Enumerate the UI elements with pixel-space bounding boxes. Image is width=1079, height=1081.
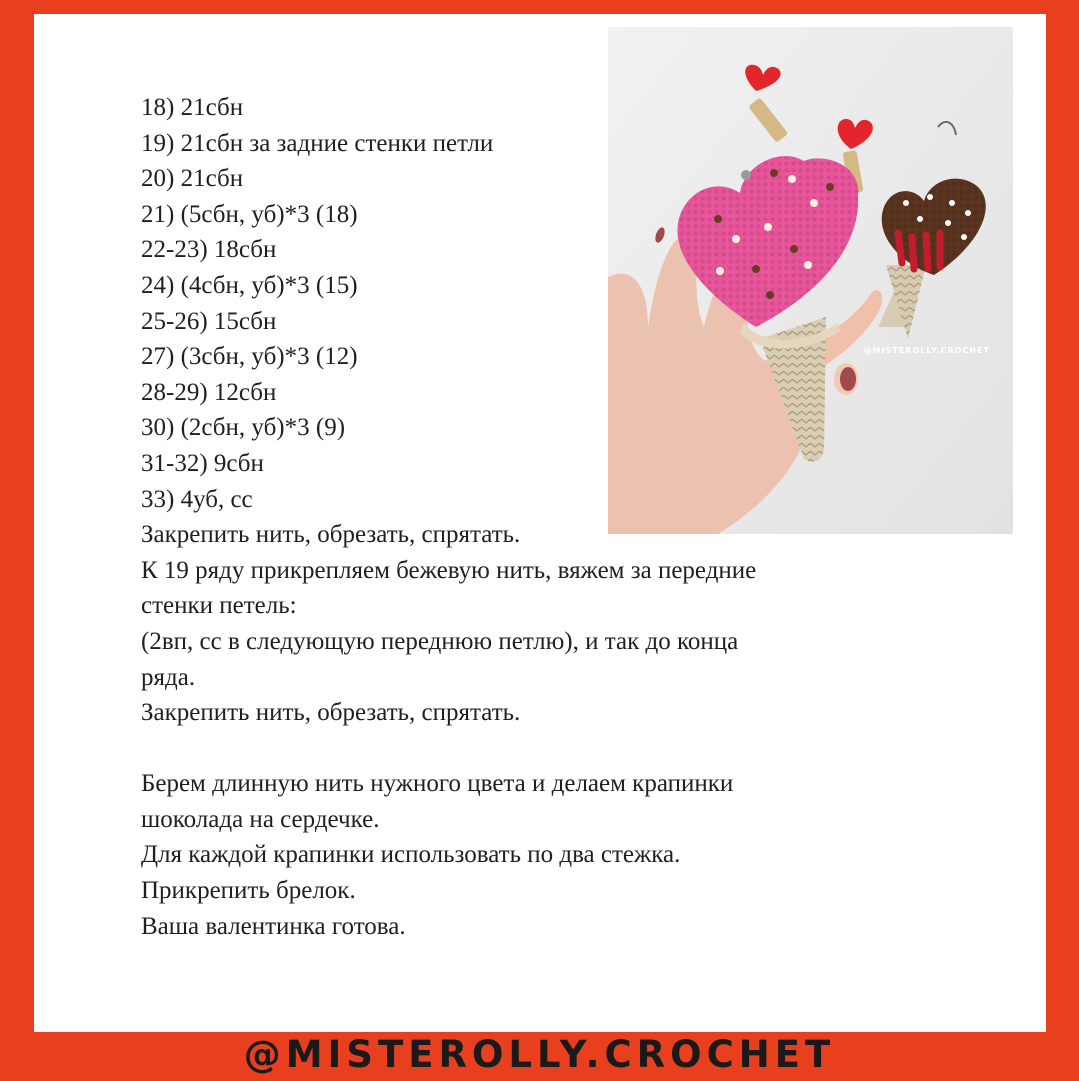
- instruction-line: Закрепить нить, обрезать, спрятать.: [141, 521, 521, 549]
- instruction-line: (2вп, сс в следующую переднюю петлю), и так до конца: [141, 627, 739, 655]
- instruction-line: 25-26) 15сбн: [141, 307, 277, 335]
- instruction-line: 19) 21сбн за задние стенки петли: [141, 129, 494, 157]
- instruction-line: Для каждой крапинки использовать по два стежка.: [141, 841, 681, 869]
- instruction-line: 31-32) 9сбн: [141, 449, 264, 477]
- instruction-line: Прикрепить брелок.: [141, 877, 356, 905]
- instruction-line: Ваша валентинка готова.: [141, 912, 406, 940]
- instruction-line: ряда.: [141, 663, 196, 691]
- instruction-line: Берем длинную нить нужного цвета и делаем крапинки: [141, 770, 734, 798]
- paragraph-spacer: [141, 731, 901, 767]
- photo-watermark: @MISTEROLLY.CROCHET: [863, 346, 990, 355]
- instruction-line: 20) 21сбн: [141, 165, 244, 193]
- instruction-line: стенки петель:: [141, 592, 297, 620]
- instruction-line: 28-29) 12сбн: [141, 378, 277, 406]
- instruction-line: Закрепить нить, обрезать, спрятать.: [141, 699, 521, 727]
- instruction-line: 33) 4уб, сс: [141, 485, 253, 513]
- instruction-line: 24) (4сбн, уб)*3 (15): [141, 271, 358, 299]
- instruction-line: 18) 21сбн: [141, 94, 244, 121]
- instruction-line: 27) (3сбн, уб)*3 (12): [141, 343, 358, 371]
- instruction-line: 30) (2сбн, уб)*3 (9): [141, 414, 346, 442]
- instruction-line: 22-23) 18сбн: [141, 236, 277, 264]
- footer-handle: @MISTEROLLY.CROCHET: [243, 1033, 836, 1076]
- instruction-line: шоколада на сердечке.: [141, 805, 380, 833]
- instruction-line: К 19 ряду прикрепляем бежевую нить, вяжем за передние: [141, 556, 757, 584]
- product-photo: [608, 27, 1013, 534]
- instruction-line: 21) (5сбн, уб)*3 (18): [141, 200, 358, 228]
